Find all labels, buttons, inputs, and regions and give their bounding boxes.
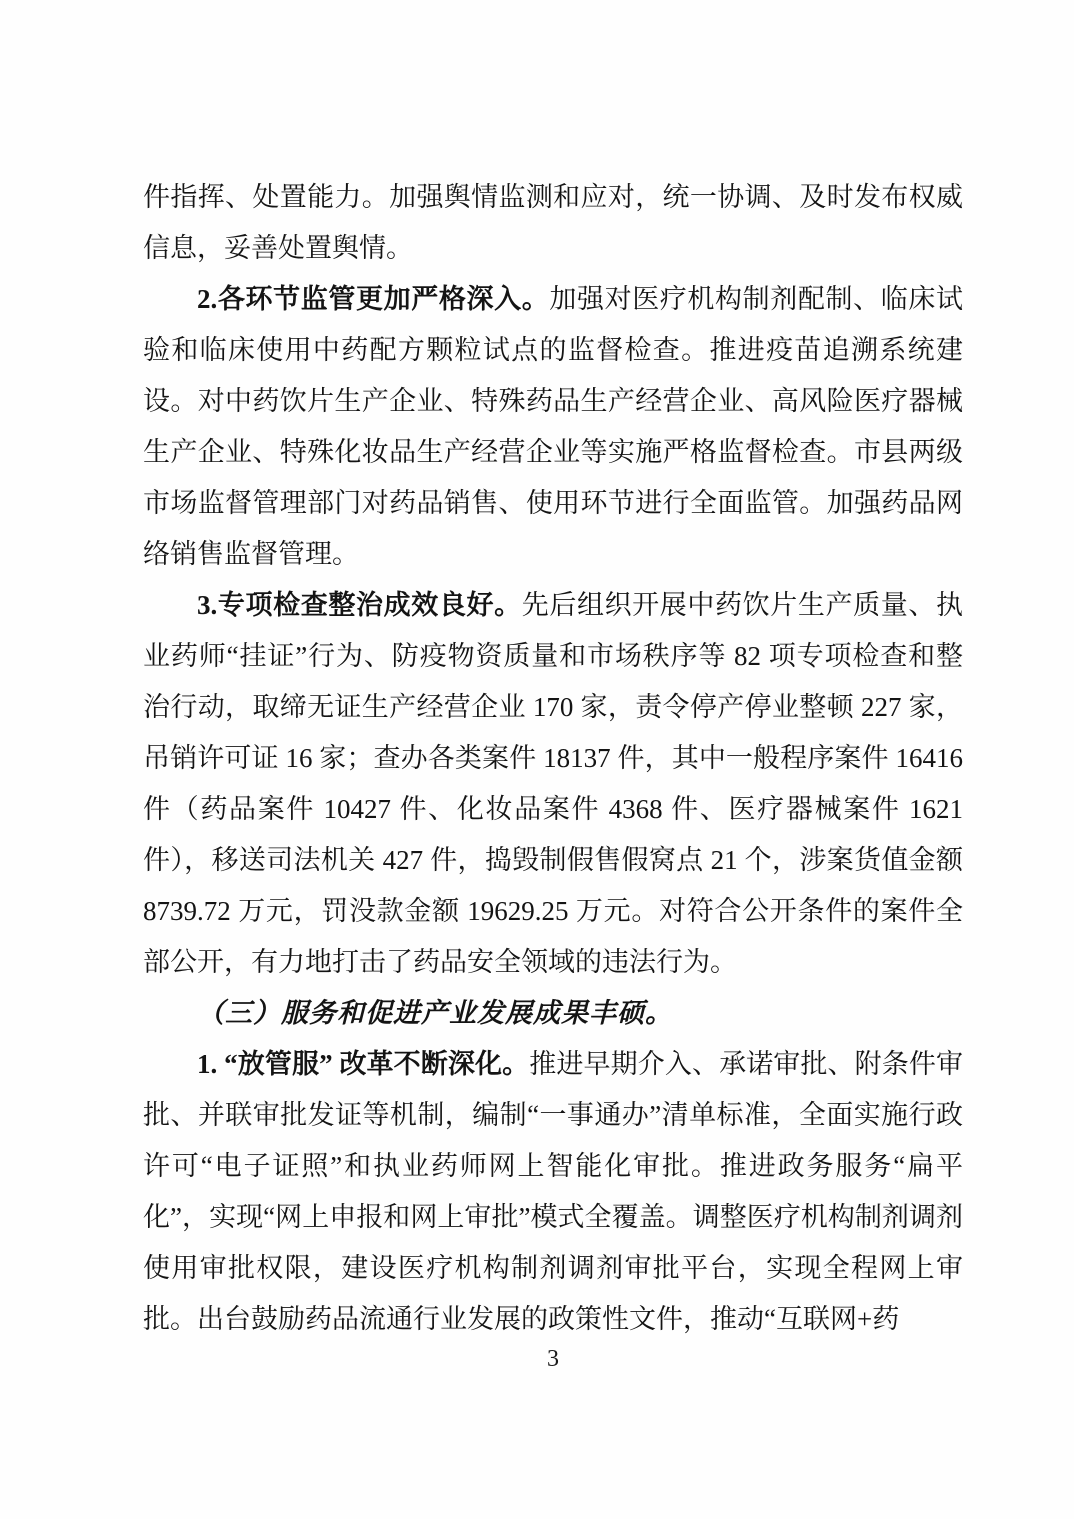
paragraph-text: 先后组织开展中药饮片生产质量、执业药师“挂证”行为、防疫物资质量和市场秩序等 82 项专项检查和整治行动，取缔无证生产经营企业 170 家，责令停产停业整顿 227 家，吊销许可证 16 家；查办各类案件 18137 件，其中一般程序案件 16416 件（药品案件 10427 件、化妆品案件 4368 件、医疗器械案件 1621 件），移送司法机关 427 件，捣毁制假售假窝点 21 个，涉案货值金额 8739.72 万元，罚没款金额 19629.25 万元。对符合公开条件的案件全部公开，有力地打击了药品安全领域的违法行为。 xyxy=(143,590,964,977)
section-heading xyxy=(143,988,963,1039)
paragraph-item-1 xyxy=(143,1039,963,1345)
page-footer xyxy=(143,1346,963,1373)
paragraph-text: 推进早期介入、承诺审批、附条件审批、并联审批发证等机制，编制“一事通办”清单标准，全面实施行政许可“电子证照”和执业药师网上智能化审批。推进政务服务“扁平化”，实现“网上申报和网上审批”模式全覆盖。调整医疗机构制剂调剂使用审批权限，建设医疗机构制剂调剂审批平台，实现全程网上审批。出台鼓励药品流通行业发展的政策性文件，推动“互联网+药 xyxy=(143,1049,964,1334)
paragraph-item-2 xyxy=(143,274,963,580)
section-heading-text: （三）服务和促进产业发展成果丰硕。 xyxy=(197,998,673,1028)
paragraph-text: 件指挥、处置能力。加强舆情监测和应对，统一协调、及时发布权威信息，妥善处置舆情。 xyxy=(143,182,963,263)
paragraph-lead: 1. “放管服” 改革不断深化。 xyxy=(197,1049,530,1079)
document-body xyxy=(143,172,963,1345)
paragraph-lead: 2.各环节监管更加严格深入。 xyxy=(197,284,550,314)
paragraph-item-3 xyxy=(143,580,963,988)
page-number: 3 xyxy=(547,1346,559,1372)
paragraph-lead: 3.专项检查整治成效良好。 xyxy=(197,590,522,620)
paragraph-continuation xyxy=(143,172,963,274)
paragraph-text: 加强对医疗机构制剂配制、临床试验和临床使用中药配方颗粒试点的监督检查。推进疫苗追溯系统建设。对中药饮片生产企业、特殊药品生产经营企业、高风险医疗器械生产企业、特殊化妆品生产经营企业等实施严格监督检查。市县两级市场监督管理部门对药品销售、使用环节进行全面监管。加强药品网络销售监督管理。 xyxy=(143,284,964,569)
